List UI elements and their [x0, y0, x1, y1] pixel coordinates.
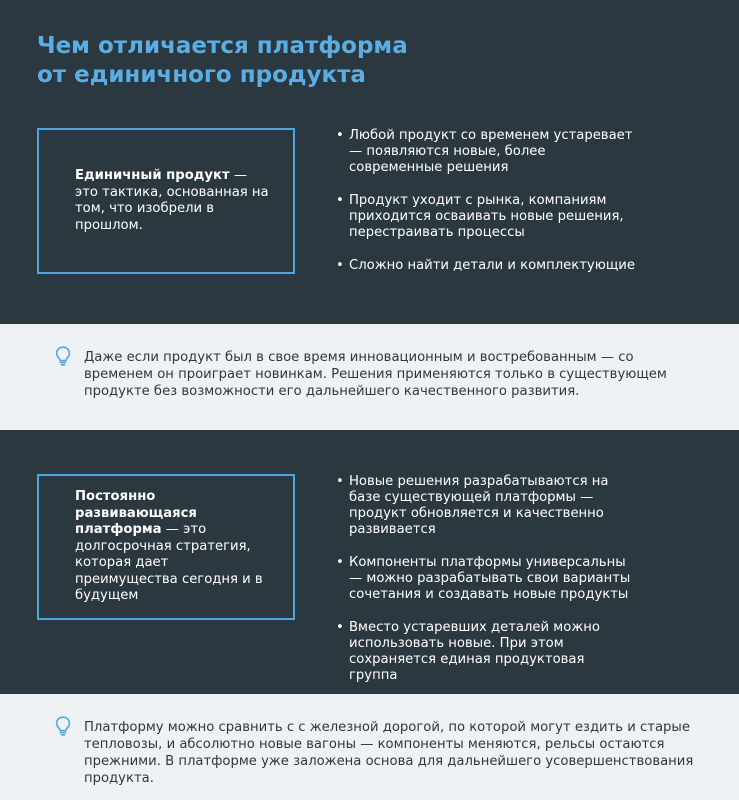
- definition-box-platform: [37, 474, 295, 620]
- definition-body: — это долгосрочная стратегия, которая дает преимущества сегодня и в будущем: [75, 522, 263, 604]
- comparison-section-product: [0, 0, 739, 324]
- page-title-line-1: Чем отличается платформа: [37, 33, 408, 59]
- bullet-dot-icon: •: [336, 555, 344, 570]
- page-title: [37, 32, 408, 90]
- bullet-dot-icon: •: [336, 474, 344, 489]
- definition-term: Единичный продукт: [75, 168, 230, 183]
- bullet-dot-icon: •: [336, 258, 344, 273]
- definition-body: — это тактика, основанная на том, что изобрели в прошлом.: [75, 168, 269, 233]
- bullet-text: Сложно найти детали и комплектующие: [349, 258, 635, 273]
- definition-text: [75, 489, 273, 605]
- bullet-item: [335, 128, 635, 176]
- comparison-section-platform: [0, 430, 739, 694]
- bullet-item: [335, 258, 635, 274]
- definition-term: Постоянно развивающаяся платформа: [75, 489, 197, 538]
- bullet-text: Вместо устаревших деталей можно использовать новые. При этом сохраняется единая продуктовая группа: [349, 620, 600, 683]
- bullet-text: Продукт уходит с рынка, компаниям приходится осваивать новые решения, перестраивать процессы: [349, 193, 624, 240]
- page-title-line-2: от единичного продукта: [37, 62, 366, 88]
- note-text: Даже если продукт был в свое время инновационным и востребованным — со временем он проиграет новинкам. Решения применяются только в существующем продукте без возможности его дальнейшего качественного развития.: [84, 350, 667, 399]
- note-text: Платформу можно сравнить с с железной дорогой, по которой могут ездить и старые тепловозы, и абсолютно новые вагоны — компоненты меняются, рельсы остаются прежними. В платформе уже заложена основа для дальнейшего усовершенствования продукта.: [84, 720, 694, 786]
- bullet-text: Компоненты платформы универсальны — можно разрабатывать свои варианты сочетания и создавать новые продукты: [349, 555, 631, 602]
- bullet-text: Любой продукт со временем устаревает — появляются новые, более современные решения: [349, 128, 633, 175]
- lightbulb-icon: [55, 716, 71, 736]
- bullet-item: [335, 620, 635, 684]
- bullet-item: [335, 193, 635, 241]
- bullet-item: [335, 555, 635, 603]
- definition-text: [75, 168, 273, 234]
- bullet-dot-icon: •: [336, 620, 344, 635]
- lightbulb-icon: [55, 346, 71, 366]
- bullet-list-product: [335, 128, 635, 291]
- bullet-item: [335, 474, 635, 538]
- note-section-2: [0, 694, 739, 800]
- definition-box-product: [37, 128, 295, 274]
- bullet-dot-icon: •: [336, 193, 344, 208]
- bullet-list-platform: [335, 474, 635, 701]
- bullet-dot-icon: •: [336, 128, 344, 143]
- note-section-1: [0, 324, 739, 430]
- bullet-text: Новые решения разрабатываются на базе существующей платформы — продукт обновляется и качественно развивается: [349, 474, 609, 537]
